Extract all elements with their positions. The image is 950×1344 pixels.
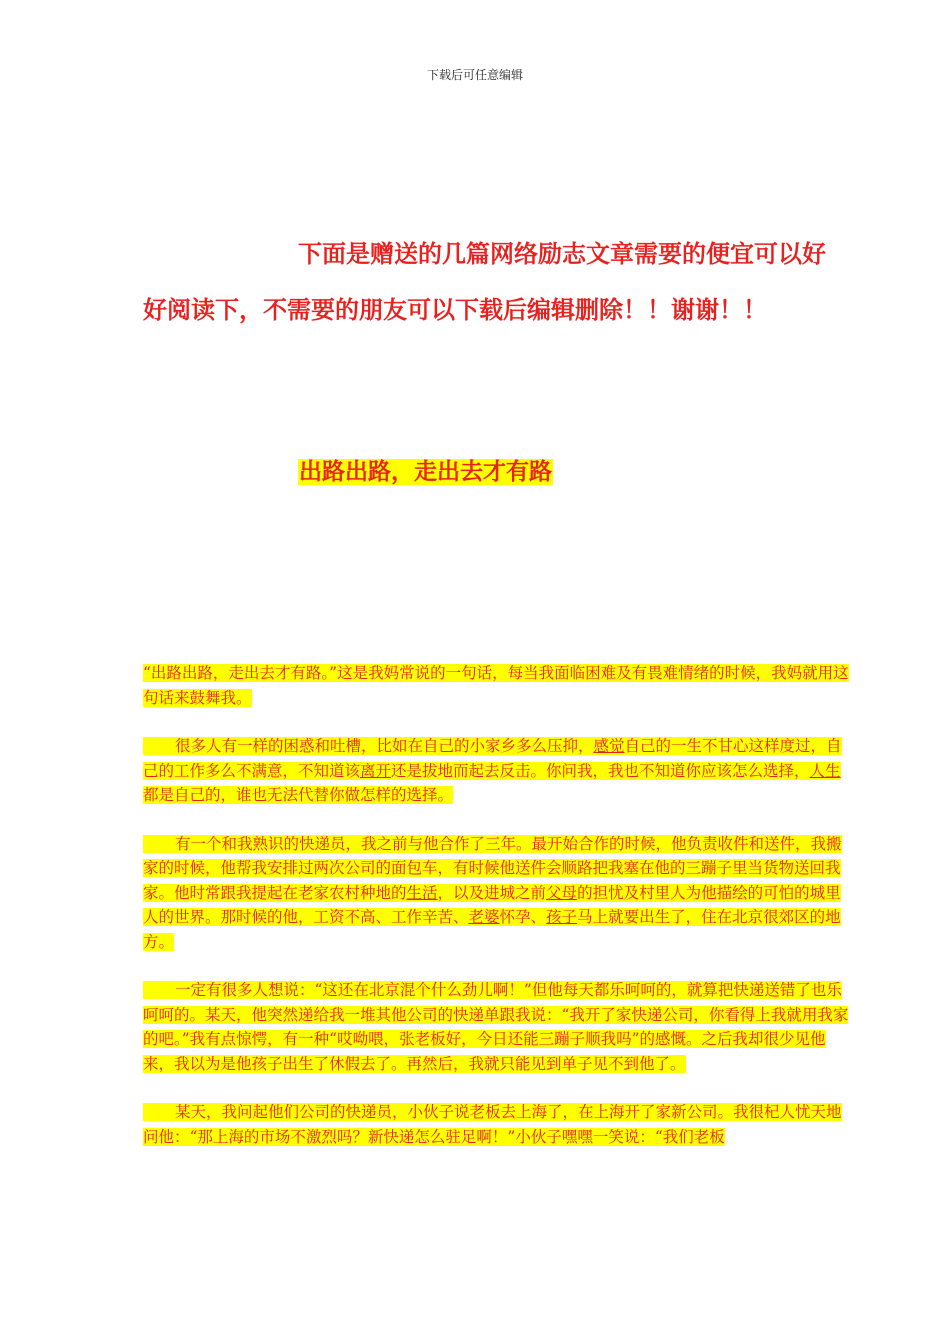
link-parents[interactable]: 父母 — [546, 883, 578, 902]
paragraph-2-part-d: 都是自己的，谁也无法代替你做怎样的选择。 — [143, 786, 454, 804]
paragraph-3-part-b: ，以及进城之前 — [437, 883, 547, 902]
article-body — [143, 661, 849, 1173]
link-feeling[interactable]: 感觉 — [593, 737, 625, 755]
paragraph-2-part-b: 自己的一生不甘心这样度过，自己的工作多么不满意，不知道该 — [143, 737, 842, 780]
paragraph-5 — [143, 1100, 849, 1149]
paragraph-3-part-e: 马上就要出生了，住在北京很郊区的地方。 — [143, 908, 841, 951]
paragraph-1 — [143, 661, 849, 710]
paragraph-4-text — [143, 981, 848, 1073]
paragraph-3-part-d: 怀孕、 — [499, 908, 547, 926]
link-wife[interactable]: 老婆 — [468, 908, 500, 926]
page-header: 下载后可任意编辑 — [426, 68, 523, 82]
paragraph-2 — [143, 734, 849, 808]
article-title-block — [298, 454, 553, 490]
paragraph-5-body: 某天，我问起他们公司的快递员，小伙子说老板去上海了，在上海开了家新公司。我很杞人忧天地问他：“那上海的市场不激烈吗？新快递怎么驻足啊！”小伙子嘿嘿一笑说：“我们老板 — [143, 1103, 842, 1146]
link-living[interactable]: 生活 — [406, 883, 438, 902]
paragraph-2-part-c: 还是拔地而起去反击。你问我，我也不知道你应该怎么选择， — [391, 761, 810, 780]
paragraph-5-text — [143, 1103, 842, 1146]
intro-line-2: 好阅读下，不需要的朋友可以下载后编辑删除！！谢谢！！ — [143, 296, 767, 324]
paragraph-2-part-a: 很多人有一样的困惑和吐槽，比如在自己的小家乡多么压抑， — [175, 737, 594, 755]
paragraph-4 — [143, 978, 849, 1076]
link-child[interactable]: 孩子 — [546, 908, 578, 926]
paragraph-2-text — [143, 737, 842, 804]
paragraph-3-part-a: 有一个和我熟识的快递员，我之前与他合作了三年。最开始合作的时候，他负责收件和送件，我搬家的时候，他帮我安排过两次公司的面包车，有时候他送件会顺路把我塞在他的三蹦子里当货物送回我家。他时常跟我提起在老家农村种地的 — [143, 834, 842, 902]
link-leave[interactable]: 离开 — [360, 761, 392, 780]
paragraph-3-part-c: 的担忧及村里人为他描绘的可怕的城里人的世界。那时候的他，工资不高、工作辛苦、 — [143, 883, 841, 926]
intro-line-1: 下面是赠送的几篇网络励志文章需要的便宜可以好 — [298, 240, 826, 268]
paragraph-1-text: “出路出路，走出去才有路。”这是我妈常说的一句话，每当我面临困难及有畏难情绪的时候，我妈就用这句话来鼓舞我。 — [143, 664, 849, 707]
article-title: 出路出路，走出去才有路 — [299, 459, 552, 485]
paragraph-3 — [143, 832, 849, 955]
intro-notice — [143, 226, 863, 338]
paragraph-4-body: 一定有很多人想说：“这还在北京混个什么劲儿啊！”但他每天都乐呵呵的，就算把快递送错了也乐呵呵的。某天，他突然递给我一堆其他公司的快递单跟我说：“我开了家快递公司，你看得上我就用我家的吧。”我有点惊愕，有一种“哎呦喂，张老板好，今日还能三蹦子顺我吗”的感慨。之后我却很少见他来，我以为是他孩子出生了休假去了。再然后，我就只能见到单子见不到他了。 — [143, 981, 849, 1073]
link-life[interactable]: 人生 — [809, 761, 841, 780]
paragraph-3-text — [143, 835, 842, 951]
